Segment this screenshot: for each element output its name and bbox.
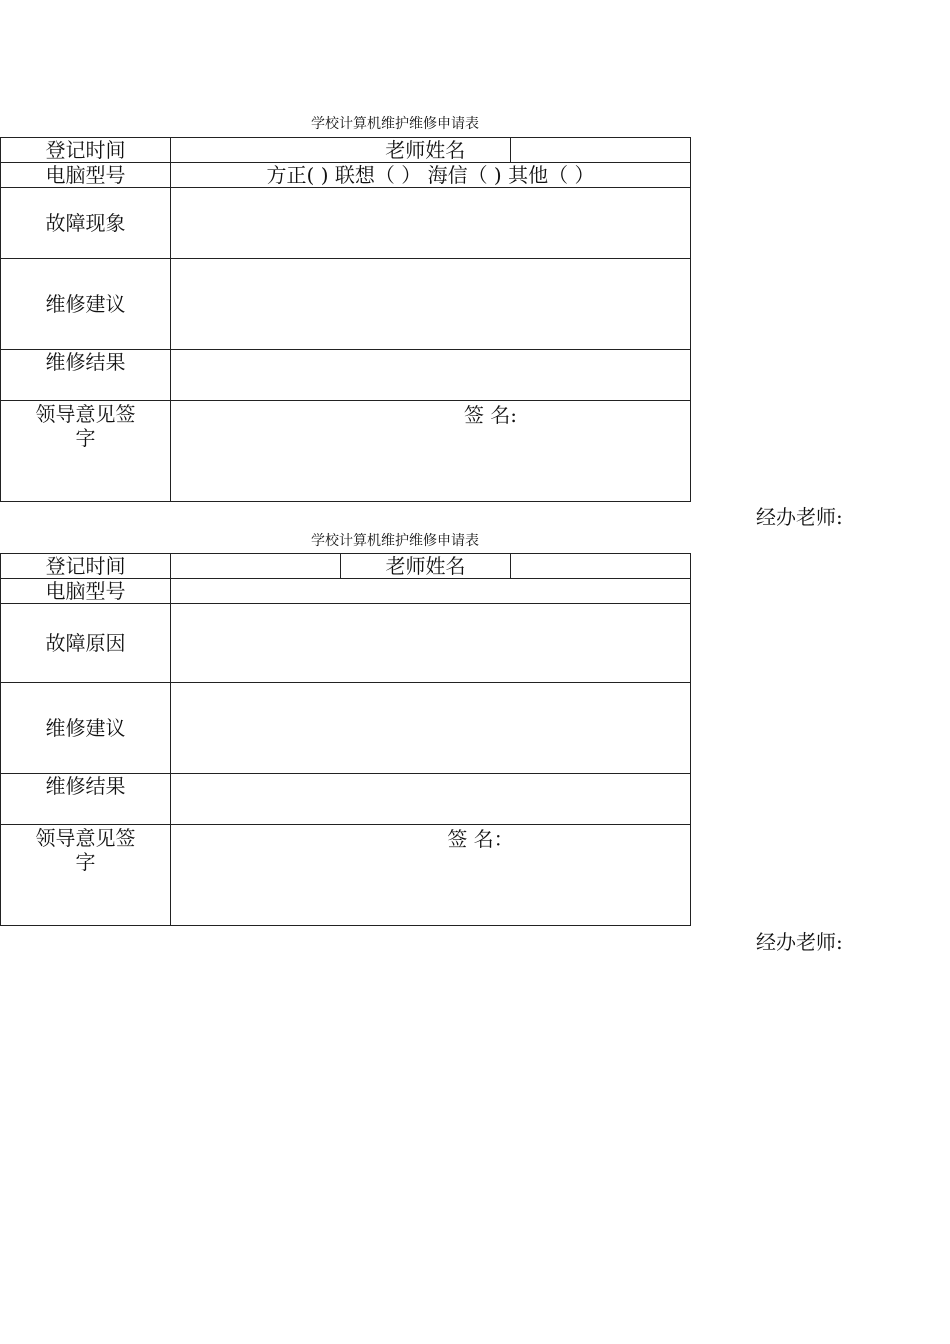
result-field[interactable] xyxy=(171,774,691,825)
row-register xyxy=(1,138,691,163)
leader-opinion-label: 领导意见签字 xyxy=(1,825,171,926)
repair-form-table xyxy=(0,137,691,502)
result-label: 维修结果 xyxy=(1,350,171,401)
computer-model-label: 电脑型号 xyxy=(1,163,171,188)
fault-field[interactable] xyxy=(171,604,691,683)
suggestion-label: 维修建议 xyxy=(1,259,171,350)
row-result xyxy=(1,350,691,401)
sign-label: 签 名: xyxy=(463,403,518,427)
row-computer-model xyxy=(1,163,691,188)
fault-label: 故障原因 xyxy=(1,604,171,683)
row-suggestion xyxy=(1,683,691,774)
suggestion-field[interactable] xyxy=(171,683,691,774)
repair-form-table xyxy=(0,553,691,926)
row-fault xyxy=(1,188,691,259)
row-computer-model xyxy=(1,579,691,604)
handler-teacher-label: 经办老师: xyxy=(756,930,843,954)
fault-field[interactable] xyxy=(171,188,691,259)
row-leader-opinion xyxy=(1,401,691,502)
teacher-name-field[interactable] xyxy=(511,554,691,579)
row-result xyxy=(1,774,691,825)
suggestion-field[interactable] xyxy=(171,259,691,350)
brand-options-text: 方正( ) 联想（ ） 海信（ ) 其他（ ） xyxy=(266,163,595,187)
suggestion-label: 维修建议 xyxy=(1,683,171,774)
row-register xyxy=(1,554,691,579)
register-time-field[interactable] xyxy=(171,554,341,579)
leader-opinion-field[interactable] xyxy=(171,825,691,926)
row-suggestion xyxy=(1,259,691,350)
register-time-label: 登记时间 xyxy=(1,554,171,579)
row-fault xyxy=(1,604,691,683)
result-label: 维修结果 xyxy=(1,774,171,825)
leader-opinion-label: 领导意见签字 xyxy=(1,401,171,502)
computer-model-label: 电脑型号 xyxy=(1,579,171,604)
teacher-name-label: 老师姓名 xyxy=(341,554,511,579)
form-title: 学校计算机维护维修申请表 xyxy=(311,533,479,549)
handler-teacher-label: 经办老师: xyxy=(756,505,843,529)
register-time-label: 登记时间 xyxy=(1,138,171,163)
result-field[interactable] xyxy=(171,350,691,401)
teacher-name-label: 老师姓名 xyxy=(341,138,511,163)
teacher-name-field[interactable] xyxy=(511,138,691,163)
row-leader-opinion xyxy=(1,825,691,926)
computer-model-options[interactable] xyxy=(171,163,691,188)
sign-label: 签 名： xyxy=(447,827,514,851)
fault-label: 故障现象 xyxy=(1,188,171,259)
register-time-field[interactable] xyxy=(171,138,341,163)
computer-model-field[interactable] xyxy=(171,579,691,604)
form-title: 学校计算机维护维修申请表 xyxy=(311,116,479,132)
leader-opinion-field[interactable] xyxy=(171,401,691,502)
